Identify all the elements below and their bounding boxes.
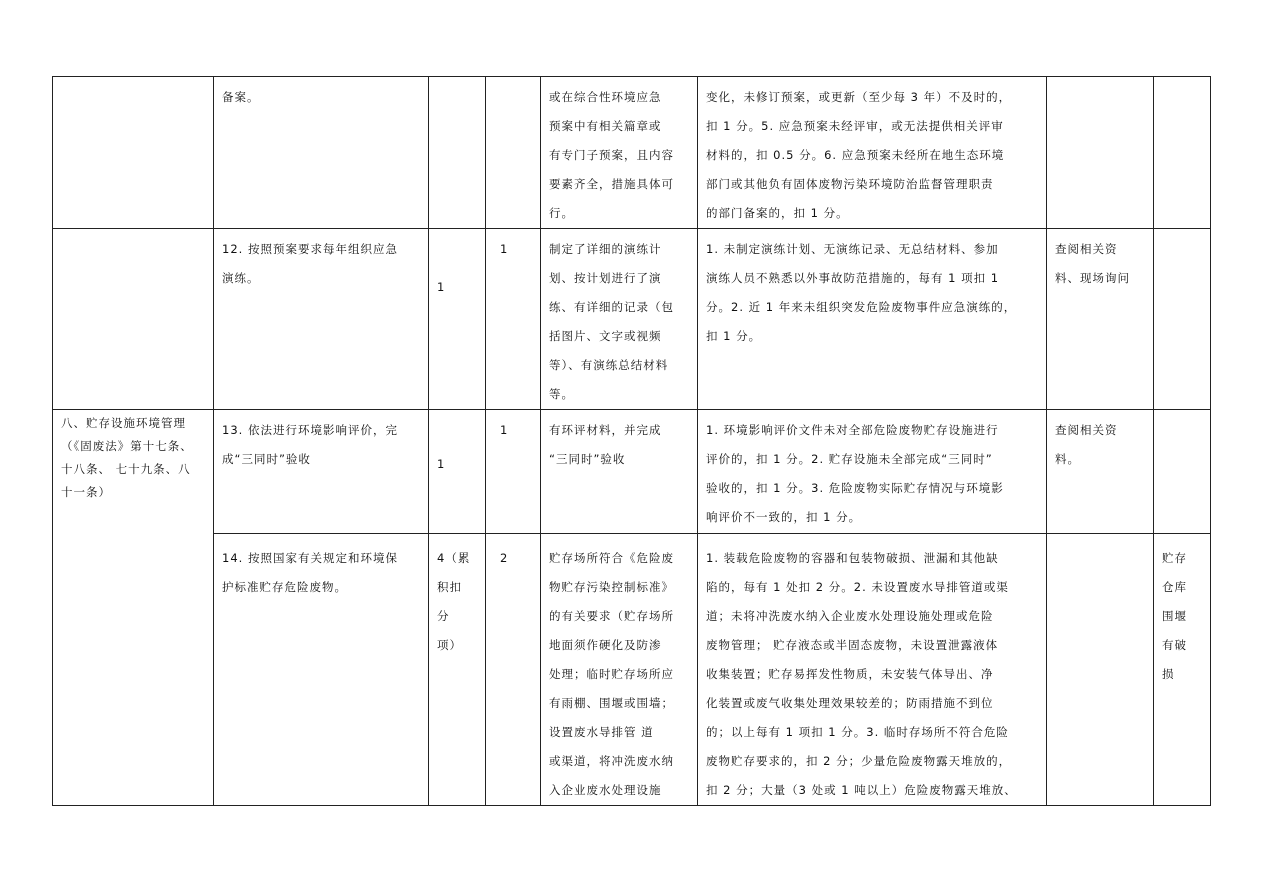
standard-line: 有专门子预案，且内容 (549, 148, 674, 162)
method-cell (1047, 534, 1154, 806)
deduction-line: 的部门备案的，扣 1 分。 (706, 206, 849, 220)
standard-cell (541, 77, 698, 229)
deduction-line: 扣 1 分。5. 应急预案未经评审，或无法提供相关评审 (706, 119, 1004, 133)
deduction-cell (698, 229, 1047, 410)
deduction-line: 材料的，扣 0.5 分。6. 应急预案未经所在地生态环境 (706, 148, 1005, 162)
standard-line: 制定了详细的演练计 (549, 242, 662, 256)
full-score-cell (429, 229, 486, 410)
method-cell (1047, 77, 1154, 229)
standard-cell (541, 410, 698, 534)
deduction-line: 1. 环境影响评价文件未对全部危险废物贮存设施进行 (706, 423, 999, 437)
score-cell (486, 229, 541, 410)
score-value: 1 (500, 423, 509, 437)
standard-line: 设置废水导排管 道 (549, 725, 654, 739)
standard-line: 练、有详细的记录（包 (549, 300, 674, 314)
category-line: 八、贮存设施环境管理 (61, 416, 186, 430)
full-score-value: 1 (437, 280, 446, 294)
standard-line: 物贮存污染控制标准》 (549, 580, 674, 594)
full-score-value: 1 (437, 457, 446, 471)
score-cell (486, 77, 541, 229)
method-cell (1047, 410, 1154, 534)
standard-line: 预案中有相关篇章或 (549, 119, 662, 133)
requirement-line: 14. 按照国家有关规定和环境保 (222, 551, 398, 565)
standard-line: 地面须作硬化及防渗 (549, 638, 662, 652)
deduction-line: 评价的，扣 1 分。2. 贮存设施未全部完成“三同时” (706, 452, 993, 466)
method-line: 查阅相关资 (1055, 423, 1118, 437)
requirement-line: 演练。 (222, 271, 260, 285)
deduction-line: 响评价不一致的，扣 1 分。 (706, 510, 862, 524)
deduction-line: 收集装置；贮存易挥发性物质，未安装气体导出、净 (706, 667, 994, 681)
scoring-table-page (52, 76, 1210, 806)
requirement-cell (214, 77, 429, 229)
table-row (53, 77, 1211, 229)
standard-line: 有雨棚、围堰或围墙； (549, 696, 674, 710)
category-line: 十八条、 七十九条、八 (61, 462, 191, 476)
standard-line: 的有关要求（贮存场所 (549, 609, 674, 623)
method-line: 查阅相关资 (1055, 242, 1118, 256)
full-score-cell (429, 534, 486, 806)
category-line: 十一条） (61, 485, 111, 499)
remark-line: 仓库 (1162, 580, 1187, 594)
table-row (53, 534, 1211, 806)
standard-cell (541, 229, 698, 410)
category-line: （《固废法》第十七条、 (61, 439, 193, 453)
remark-cell (1154, 410, 1211, 534)
remark-line: 围堰 (1162, 609, 1187, 623)
deduction-line: 的；以上每有 1 项扣 1 分。3. 临时存场所不符合危险 (706, 725, 1009, 739)
deduction-line: 道；未将冲洗废水纳入企业废水处理设施处理或危险 (706, 609, 994, 623)
score-cell (486, 410, 541, 534)
category-cell (53, 77, 214, 229)
remark-line: 贮存 (1162, 551, 1187, 565)
requirement-text: 备案。 (222, 90, 260, 104)
method-line: 料。 (1055, 452, 1080, 466)
category-cell (53, 229, 214, 410)
standard-line: 贮存场所符合《危险废 (549, 551, 674, 565)
score-cell (486, 534, 541, 806)
standard-line: 括图片、文字或视频 (549, 329, 662, 343)
deduction-line: 1. 装载危险废物的容器和包装物破损、泄漏和其他缺 (706, 551, 999, 565)
table-row (53, 410, 1211, 534)
standard-line: 或在综合性环境应急 (549, 90, 662, 104)
standard-cell (541, 534, 698, 806)
deduction-line: 演练人员不熟悉以外事故防范措施的，每有 1 项扣 1 (706, 271, 1000, 285)
full-score-cell (429, 410, 486, 534)
standard-line: 或渠道，将冲洗废水纳 (549, 754, 674, 768)
full-score-line: 积扣 (437, 580, 462, 594)
requirement-line: 护标准贮存危险废物。 (222, 580, 347, 594)
requirement-cell (214, 229, 429, 410)
deduction-line: 部门或其他负有固体废物污染环境防治监督管理职责 (706, 177, 994, 191)
method-cell (1047, 229, 1154, 410)
remark-cell (1154, 77, 1211, 229)
deduction-line: 变化，未修订预案，或更新（至少每 3 年）不及时的， (706, 90, 1012, 104)
full-score-line: 分 (437, 609, 450, 623)
remark-line: 有破 (1162, 638, 1187, 652)
deduction-line: 陷的，每有 1 处扣 2 分。2. 未设置废水导排管道或渠 (706, 580, 1009, 594)
deduction-line: 扣 2 分；大量（3 处或 1 吨以上）危险废物露天堆放、 (706, 783, 1017, 797)
standard-line: 行。 (549, 206, 574, 220)
standard-line: 等。 (549, 387, 574, 401)
deduction-line: 化装置或废气收集处理效果较差的；防雨措施不到位 (706, 696, 994, 710)
deduction-line: 扣 1 分。 (706, 329, 762, 343)
full-score-line: 4（累 (437, 551, 471, 565)
deduction-line: 分。2. 近 1 年来未组织突发危险废物事件应急演练的， (706, 300, 1017, 314)
standard-line: 入企业废水处理设施 (549, 783, 662, 797)
deduction-line: 废物管理； 贮存液态或半固态废物，未设置泄露液体 (706, 638, 999, 652)
deduction-cell (698, 534, 1047, 806)
remark-cell (1154, 534, 1211, 806)
standard-line: 要素齐全，措施具体可 (549, 177, 674, 191)
deduction-line: 验收的，扣 1 分。3. 危险废物实际贮存情况与环境影 (706, 481, 1004, 495)
score-value: 1 (500, 242, 509, 256)
standard-line: 有环评材料，并完成 (549, 423, 662, 437)
requirement-cell (214, 534, 429, 806)
standard-line: “三同时”验收 (549, 452, 626, 466)
deduction-cell (698, 410, 1047, 534)
standard-line: 处理；临时贮存场所应 (549, 667, 674, 681)
full-score-line: 项） (437, 638, 462, 652)
full-score-cell (429, 77, 486, 229)
deduction-cell (698, 77, 1047, 229)
requirement-line: 成“三同时”验收 (222, 452, 311, 466)
standard-line: 等）、有演练总结材料 (549, 358, 669, 372)
remark-line: 损 (1162, 667, 1175, 681)
deduction-line: 废物贮存要求的，扣 2 分；少量危险废物露天堆放的， (706, 754, 1012, 768)
category-cell (53, 410, 214, 806)
standard-line: 划、按计划进行了演 (549, 271, 662, 285)
requirement-line: 13. 依法进行环境影响评价，完 (222, 423, 398, 437)
scoring-table (52, 76, 1211, 806)
remark-cell (1154, 229, 1211, 410)
deduction-line: 1. 未制定演练计划、无演练记录、无总结材料、参加 (706, 242, 999, 256)
requirement-cell (214, 410, 429, 534)
score-value: 2 (500, 551, 509, 565)
method-line: 料、现场询问 (1055, 271, 1130, 285)
requirement-line: 12. 按照预案要求每年组织应急 (222, 242, 398, 256)
table-row (53, 229, 1211, 410)
